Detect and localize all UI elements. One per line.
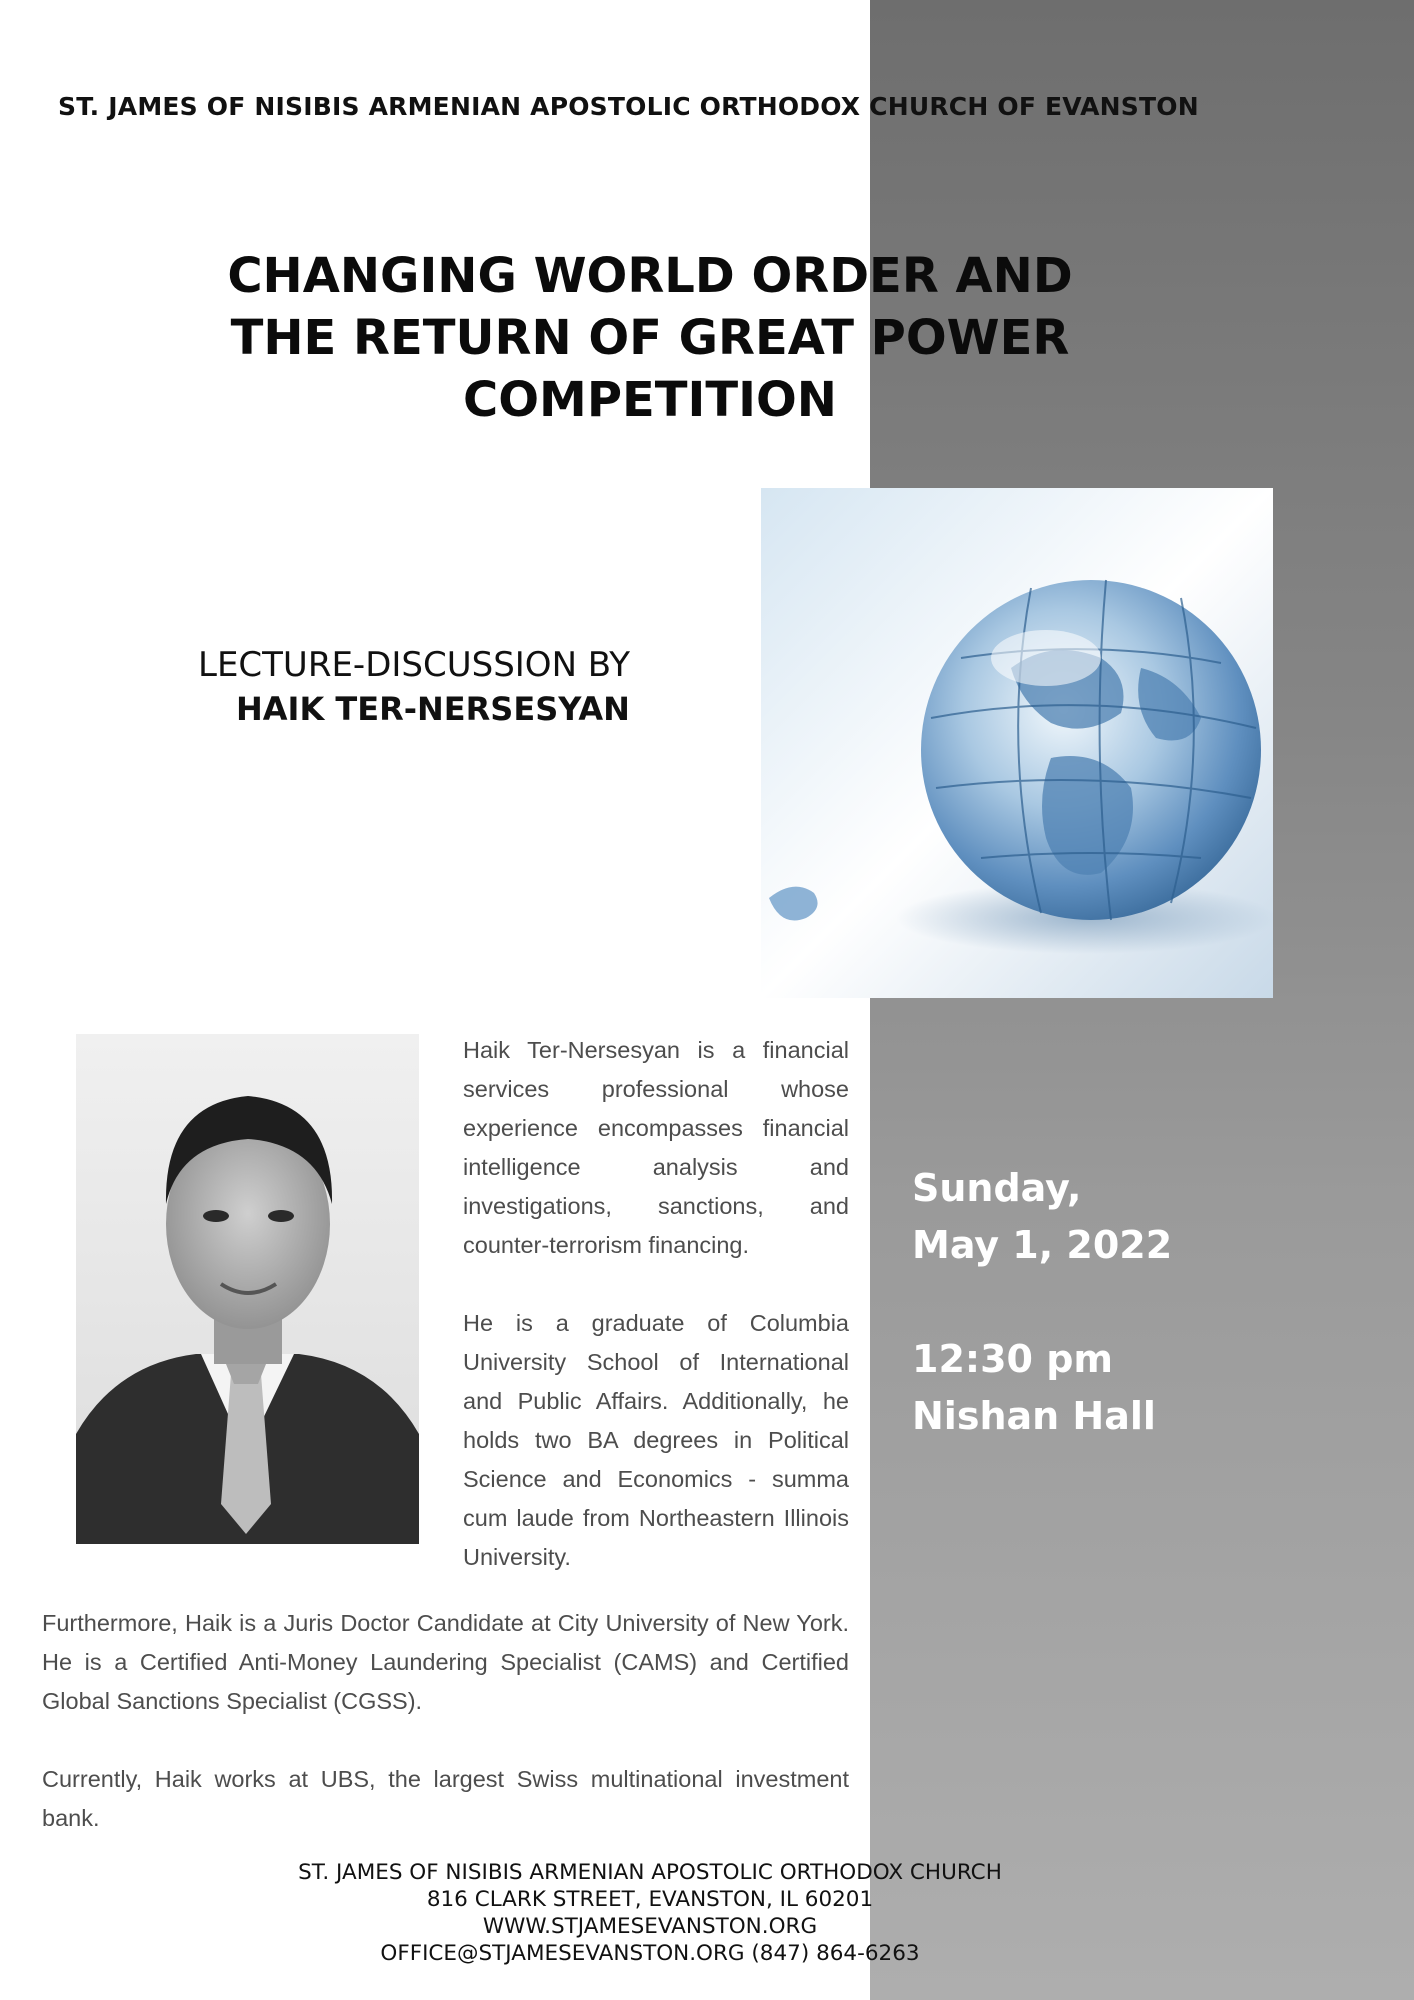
bio-paragraph-2: He is a graduate of Columbia University School of International and Public Affairs. Additionally, he holds two BA degrees in Political Science and Economics - summa cum laude from Northeastern Illinois University.	[463, 1310, 849, 1570]
event-day: Sunday,	[912, 1166, 1082, 1210]
event-location: Nishan Hall	[912, 1394, 1156, 1438]
event-details	[912, 1160, 1172, 1445]
puzzle-globe-image	[761, 488, 1273, 998]
event-time: 12:30 pm	[912, 1337, 1113, 1381]
speaker-name: HAIK TER-NERSESYAN	[236, 690, 630, 728]
event-title-line-2: THE RETURN OF GREAT POWER	[230, 310, 1070, 366]
footer-address: 816 CLARK STREET, EVANSTON, IL 60201	[426, 1887, 874, 1912]
footer-email-phone: OFFICE@STJAMESEVANSTON.ORG (847) 864-6263	[380, 1941, 920, 1966]
event-title-line-1: CHANGING WORLD ORDER AND	[227, 248, 1073, 304]
footer-contact	[0, 1859, 1300, 1967]
event-title-line-3: COMPETITION	[463, 372, 837, 428]
bio-paragraph-3: Furthermore, Haik is a Juris Doctor Candidate at City University of New York. He is a Certified Anti-Money Laundering Specialist (CAMS) and Certified Global Sanctions Specialist (CGSS).	[42, 1610, 849, 1714]
footer-website: WWW.STJAMESEVANSTON.ORG	[482, 1914, 818, 1939]
org-title: ST. JAMES OF NISIBIS ARMENIAN APOSTOLIC ORTHODOX CHURCH OF EVANSTON	[58, 92, 1199, 121]
bio-paragraph-1: Haik Ter-Nersesyan is a financial services professional whose experience encompasses financial intelligence analysis and investigations, sanctions, and counter-terrorism financing.	[463, 1037, 849, 1258]
bio-paragraph-4: Currently, Haik works at UBS, the largest Swiss multinational investment bank.	[42, 1766, 849, 1831]
footer-org-name: ST. JAMES OF NISIBIS ARMENIAN APOSTOLIC ORTHODOX CHURCH	[298, 1860, 1002, 1885]
event-title	[160, 245, 1140, 431]
lecture-label: LECTURE-DISCUSSION BY	[198, 645, 631, 685]
event-date: May 1, 2022	[912, 1223, 1173, 1267]
speaker-portrait-photo	[76, 1034, 419, 1544]
